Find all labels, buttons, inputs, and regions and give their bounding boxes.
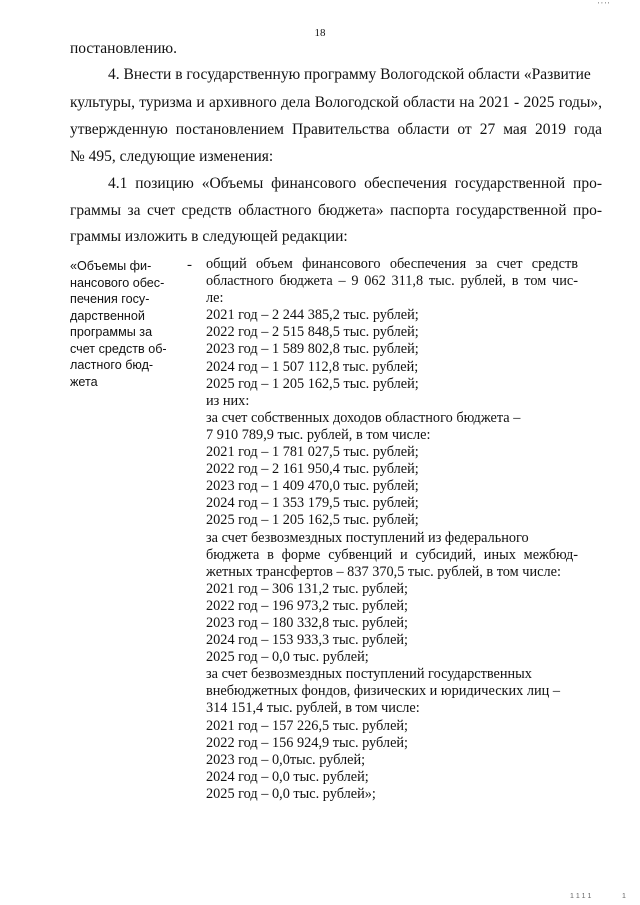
- left-column-line: нансового обес-: [70, 275, 165, 290]
- column-dash: -: [187, 257, 192, 273]
- right-column-line: 2023 год – 1 409 470,0 тыс. рублей;: [206, 478, 419, 495]
- paragraph-line: граммы за счет средств областного бюджета» паспорта государственной про-: [70, 202, 602, 219]
- table-left-column: [70, 258, 180, 390]
- paragraph-line: постановлению.: [70, 40, 177, 57]
- right-column-line: 2022 год – 2 515 848,5 тыс. рублей;: [206, 324, 419, 341]
- left-column-line: программы за: [70, 325, 153, 339]
- scan-mark-top-right: ' ' ' ': [598, 2, 610, 9]
- right-column-line: 2022 год – 156 924,9 тыс. рублей;: [206, 734, 409, 751]
- paragraph-line: № 495, следующие изменения:: [70, 148, 274, 165]
- right-column-line: бюджета в форме субвенций и субсидий, иных межбюд-: [206, 546, 578, 563]
- right-column-line: жетных трансфертов – 837 370,5 тыс. рублей, в том числе:: [206, 563, 561, 580]
- right-column-line: 2021 год – 157 226,5 тыс. рублей;: [206, 717, 409, 734]
- page-number: 18: [314, 27, 326, 39]
- right-column-line: 2024 год – 0,0 тыс. рублей;: [206, 768, 369, 785]
- table-right-column: [206, 256, 578, 803]
- left-column-line: счет средств об-: [70, 341, 167, 356]
- right-column-line: 2023 год – 0,0тыс. рублей;: [206, 751, 366, 768]
- right-column-line: 2021 год – 306 131,2 тыс. рублей;: [206, 580, 409, 597]
- paragraph-line: утвержденную постановлением Правительства области от 27 мая 2019 года: [70, 121, 602, 138]
- scan-mark-bottom-corner: 1: [622, 893, 626, 900]
- right-column-line: 314 151,4 тыс. рублей, в том числе:: [206, 700, 420, 717]
- left-column-line: «Объемы фи-: [70, 259, 152, 273]
- right-column-line: 2025 год – 1 205 162,5 тыс. рублей;: [206, 375, 419, 392]
- paragraph-line: культуры, туризма и архивного дела Вологодской области на 2021 - 2025 годы»,: [70, 94, 602, 111]
- right-column-line: 2023 год – 1 589 802,8 тыс. рублей;: [206, 341, 419, 358]
- scan-mark-bottom-right: 1 1 1 1: [570, 893, 592, 900]
- right-column-line: 2025 год – 0,0 тыс. рублей;: [206, 649, 369, 666]
- right-column-line: ле:: [206, 290, 224, 307]
- right-column-line: 2025 год – 0,0 тыс. рублей»;: [206, 785, 376, 802]
- paragraph-line: граммы изложить в следующей редакции:: [70, 228, 348, 245]
- right-column-line: 2022 год – 2 161 950,4 тыс. рублей;: [206, 461, 419, 478]
- right-column-line: за счет собственных доходов областного бюджета –: [206, 409, 521, 426]
- right-column-line: 2024 год – 153 933,3 тыс. рублей;: [206, 632, 409, 649]
- right-column-line: 2023 год – 180 332,8 тыс. рублей;: [206, 614, 409, 631]
- right-column-line: 2021 год – 1 781 027,5 тыс. рублей;: [206, 444, 419, 461]
- right-column-line: 2025 год – 1 205 162,5 тыс. рублей;: [206, 512, 419, 529]
- right-column-line: за счет безвозмездных поступлений из федерального: [206, 529, 529, 546]
- left-column-line: дарственной: [70, 308, 145, 323]
- left-column-line: жета: [70, 374, 98, 389]
- right-column-line: областного бюджета – 9 062 311,8 тыс. рублей, в том чис-: [206, 273, 578, 290]
- left-column-line: ластного бюд-: [70, 358, 154, 372]
- left-column-line: печения госу-: [70, 292, 150, 306]
- right-column-line: за счет безвозмездных поступлений государственных: [206, 666, 532, 683]
- right-column-line: 2024 год – 1 507 112,8 тыс. рублей;: [206, 358, 419, 375]
- right-column-line: внебюджетных фондов, физических и юридических лиц –: [206, 683, 561, 700]
- right-column-line: 2021 год – 2 244 385,2 тыс. рублей;: [206, 307, 419, 324]
- paragraph-line: 4. Внести в государственную программу Вологодской области «Развитие: [108, 66, 591, 83]
- right-column-line: 2022 год – 196 973,2 тыс. рублей;: [206, 597, 409, 614]
- right-column-line: общий объем финансового обеспечения за счет средств: [206, 256, 578, 272]
- right-column-line: 2024 год – 1 353 179,5 тыс. рублей;: [206, 495, 419, 512]
- right-column-line: из них:: [206, 392, 250, 409]
- paragraph-line: 4.1 позицию «Объемы финансового обеспечения государственной про-: [108, 175, 602, 192]
- right-column-line: 7 910 789,9 тыс. рублей, в том числе:: [206, 426, 431, 443]
